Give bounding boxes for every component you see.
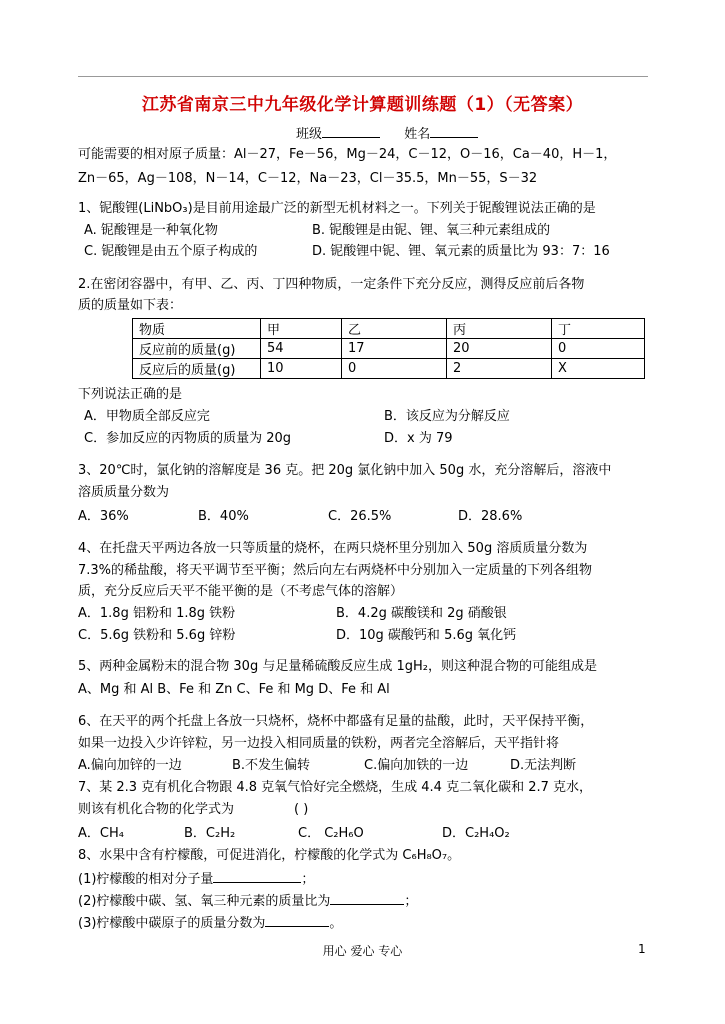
q8-part-3: (3)柠檬酸中碳原子的质量分数为 。 (78, 913, 342, 933)
q7-stem-1: 7、某 2.3 克有机化合物跟 4.8 克氧气恰好完全燃烧，生成 4.4 克二氧化碳和 2.7 克水， (78, 780, 593, 795)
answer-blank[interactable] (265, 913, 329, 927)
q4-stem-3: 质，充分反应后天平不能平衡的是（不考虑气体的溶解） (78, 584, 404, 599)
table-cell: 17 (342, 339, 447, 359)
page-title: 江苏省南京三中九年级化学计算题训练题（1）（无答案） (141, 95, 584, 115)
q1-option-a: A. 铌酸锂是一种氧化物 (84, 223, 218, 238)
q8-stem: 8、水果中含有柠檬酸，可促进消化，柠檬酸的化学式为 C₆H₈O₇。 (78, 848, 461, 863)
q1-option-d: D. 铌酸锂中铌、锂、氧元素的质量比为 93：7：16 (312, 244, 610, 259)
table-cell: 反应前的质量(g) (133, 339, 261, 359)
table-cell: 反应后的质量(g) (133, 359, 261, 379)
q4-option-c: C．5.6g 铁粉和 5.6g 锌粉 (78, 628, 236, 643)
atomic-mass-line-2: Zn－65，Ag－108，N－14，C－12，Na－23，Cl－35.5，Mn－55，S－32 (78, 171, 538, 186)
q7-option-b: B．C₂H₂ (184, 826, 236, 841)
table-header-cell: 乙 (342, 319, 447, 339)
table-cell: 0 (552, 339, 645, 359)
q8-part-2: (2)柠檬酸中碳、氢、氧三种元素的质量比为 ； (78, 891, 417, 911)
header-rule (78, 76, 648, 77)
q8-part-3-text: (3)柠檬酸中碳原子的质量分数为 (78, 916, 266, 931)
q4-stem-2: 7.3%的稀盐酸，将天平调节至平衡；然后向左右两烧杯中分别加入一定质量的下列各组物 (78, 563, 593, 578)
q4-option-b: B．4.2g 碳酸镁和 2g 硝酸银 (336, 606, 507, 621)
q6-option-b: B.不发生偏转 (232, 758, 311, 773)
q3-option-c: C．26.5% (328, 509, 392, 524)
q7-option-a: A．CH₄ (78, 826, 124, 841)
q6-stem-1: 6、在天平的两个托盘上各放一只烧杯，烧杯中都盛有足量的盐酸，此时，天平保持平衡， (78, 714, 594, 729)
q7-stem-2 (78, 801, 308, 819)
q1-option-b: B. 铌酸锂是由铌、锂、氧三种元素组成的 (312, 223, 551, 238)
q2-stem-2: 质的质量如下表： (78, 298, 183, 313)
table-header-cell: 丙 (447, 319, 552, 339)
table-header-cell: 丁 (552, 319, 645, 339)
table-cell: 0 (342, 359, 447, 379)
q3-option-d: D．28.6% (458, 509, 523, 524)
page-number: 1 (638, 942, 646, 956)
answer-blank[interactable] (330, 891, 404, 905)
q3-option-b: B．40% (198, 509, 249, 524)
q6-option-d: D.无法判断 (510, 758, 577, 773)
table-cell: 20 (447, 339, 552, 359)
q6-stem-2: 如果一边投入少许锌粒，另一边投入相同质量的铁粉，两者完全溶解后，天平指针将 (78, 736, 560, 751)
name-blank[interactable] (430, 124, 478, 138)
q7-option-d: D．C₂H₄O₂ (442, 826, 510, 841)
table-cell: 10 (261, 359, 342, 379)
q2-option-c: C．参加反应的丙物质的质量为 20g (84, 431, 292, 446)
q8-part-2-text: (2)柠檬酸中碳、氢、氧三种元素的质量比为 (78, 894, 331, 909)
q3-stem-2: 溶质质量分数为 (78, 485, 170, 500)
atomic-mass-line-1: 可能需要的相对原子质量：Al－27，Fe－56，Mg－24，C－12，O－16，Ca－40，H－1， (78, 147, 617, 162)
name-label: 姓名 (404, 127, 431, 142)
q6-option-c: C.偏向加铁的一边 (364, 758, 469, 773)
q7-stem-2-text: 则该有机化合物的化学式为 (78, 802, 235, 817)
table-cell: X (552, 359, 645, 379)
class-label: 班级 (296, 127, 323, 142)
q3-option-a: A．36% (78, 509, 129, 524)
class-name-line (296, 124, 478, 144)
q5-options: A、Mg 和 Al B、Fe 和 Zn C、Fe 和 Mg D、Fe 和 Al (78, 682, 390, 697)
q1-option-c: C. 铌酸锂是由五个原子构成的 (84, 244, 258, 259)
class-blank[interactable] (322, 124, 380, 138)
q2-prompt: 下列说法正确的是 (78, 387, 183, 402)
q5-stem: 5、两种金属粉末的混合物 30g 与足量稀硫酸反应生成 1gH₂，则这种混合物的可能组成是 (78, 659, 597, 674)
q2-option-d: D．x 为 79 (384, 431, 453, 446)
q8-part-1: (1)柠檬酸的相对分子量 ； (78, 869, 314, 889)
table-cell: 2 (447, 359, 552, 379)
q6-option-a: A.偏向加锌的一边 (78, 758, 182, 773)
answer-paren: ( ) (294, 802, 309, 817)
table-row (133, 339, 645, 359)
q3-stem-1: 3、20℃时，氯化钠的溶解度是 36 克。把 20g 氯化钠中加入 50g 水，充分溶解后，溶液中 (78, 463, 612, 478)
q4-option-a: A．1.8g 铝粉和 1.8g 铁粉 (78, 606, 236, 621)
q2-option-b: B．该反应为分解反应 (384, 409, 510, 424)
q1-stem: 1、铌酸锂(LiNbO₃)是目前用途最广泛的新型无机材料之一。下列关于铌酸锂说法正确的是 (78, 201, 596, 216)
q2-option-a: A．甲物质全部反应完 (84, 409, 210, 424)
q8-part-1-text: (1)柠檬酸的相对分子量 (78, 872, 214, 887)
q7-option-c: C． C₂H₆O (298, 826, 364, 841)
table-cell: 54 (261, 339, 342, 359)
table-header-row (133, 319, 645, 339)
mass-table (132, 318, 645, 379)
q4-stem-1: 4、在托盘天平两边各放一只等质量的烧杯，在两只烧杯里分别加入 50g 溶质质量分数为 (78, 541, 588, 556)
table-header-cell: 物质 (133, 319, 261, 339)
answer-blank[interactable] (213, 869, 301, 883)
footer-motto: 用心 爱心 专心 (322, 944, 403, 958)
q2-stem-1: 2.在密闭容器中，有甲、乙、丙、丁四种物质，一定条件下充分反应，测得反应前后各物 (78, 277, 585, 292)
table-row (133, 359, 645, 379)
table-header-cell: 甲 (261, 319, 342, 339)
q4-option-d: D．10g 碳酸钙和 5.6g 氧化钙 (336, 628, 517, 643)
